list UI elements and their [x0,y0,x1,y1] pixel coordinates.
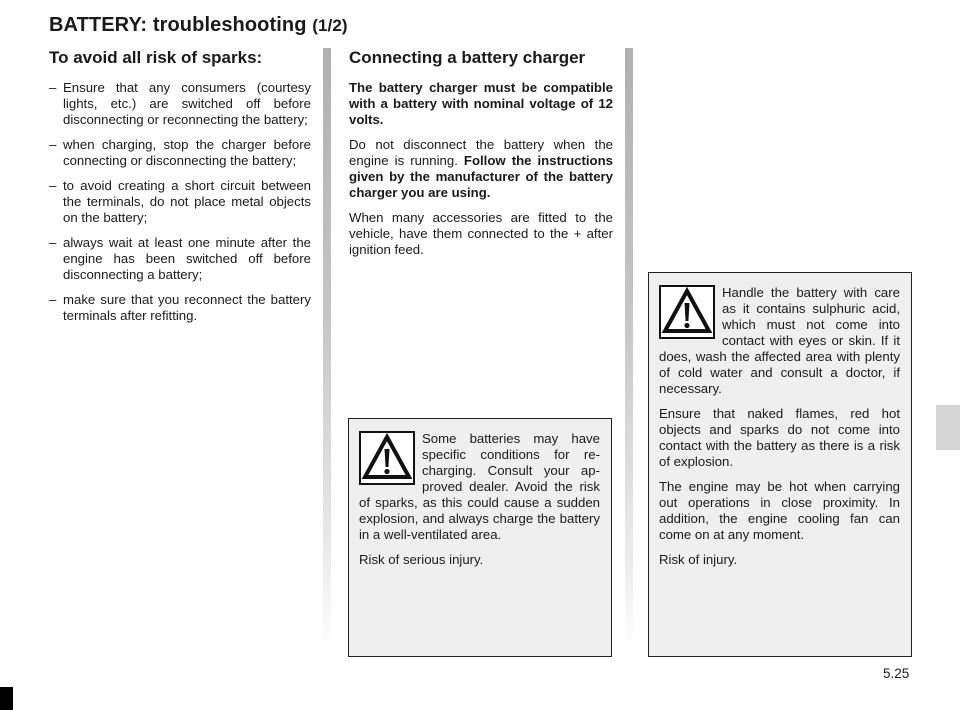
list-item: – when charging, stop the charger before connecting or disconnecting the battery; [49,137,311,168]
section-tab-marker [936,405,960,450]
sparks-heading: To avoid all risk of sparks: [49,48,263,67]
page-title-part: (1/2) [312,16,348,35]
sparks-list [49,80,311,324]
hot-engine-warning-text: The engine may be hot when carrying out operations in close proximity. In addition, the engine cooling fan can come on at any moment. [659,479,900,542]
footer-mark [0,687,13,710]
charger-section [349,48,613,267]
acid-warning-text: Handle the battery with care as it contains sulphuric acid, which must not come into contact with eyes or skin. If it does, wash the affected area with plenty of cold water and consult a doctor, if necessary. [659,285,900,396]
explosion-warning-text: Ensure that naked flames, red hot objects and sparks do not come into contact with the battery as there is a risk of explosion. [659,406,900,469]
warning-triangle-icon [359,431,415,485]
list-item: – always wait at least one minute after the engine has been switched off before disconnecting a battery; [49,235,311,282]
charging-warning-box [348,418,612,657]
list-item: – to avoid creating a short circuit between the terminals, do not place metal objects on the battery; [49,178,311,225]
page-number: 5.25 [883,666,910,681]
list-item: – make sure that you reconnect the battery terminals after refitting. [49,292,311,323]
warning-triangle-icon [659,285,715,339]
acid-warning-box [648,272,912,657]
charger-accessories: When many accessories are fitted to the vehicle, have them connected to the + after ignition feed. [349,210,613,257]
charger-intro: The battery charger must be compatible with a battery with nominal voltage of 12 volts. [349,80,613,127]
sparks-section [49,48,311,333]
page-title-text: BATTERY: troubleshooting [49,14,307,36]
page-title [49,14,348,37]
column-divider-left [323,48,331,650]
list-item: – Ensure that any consumers (courtesy lights, etc.) are switched off before disconnecting or reconnecting the battery; [49,80,311,127]
acid-warning-risk: Risk of injury. [659,552,738,567]
charging-warning-text: Some batteries may have specific conditions for recharging. Consult your approved dealer. Avoid the risk of sparks, as this could cause a sudden explosion, and always charge the battery in a well-ventilated area. [359,431,600,542]
charger-instructions: Do not disconnect the battery when the engine is running. Follow the instructions given by the manufacturer of the battery charger you are using. [349,137,613,200]
column-divider-right [625,48,633,650]
charger-heading: Connecting a battery charger [349,48,586,67]
charging-warning-risk: Risk of serious injury. [359,552,484,567]
